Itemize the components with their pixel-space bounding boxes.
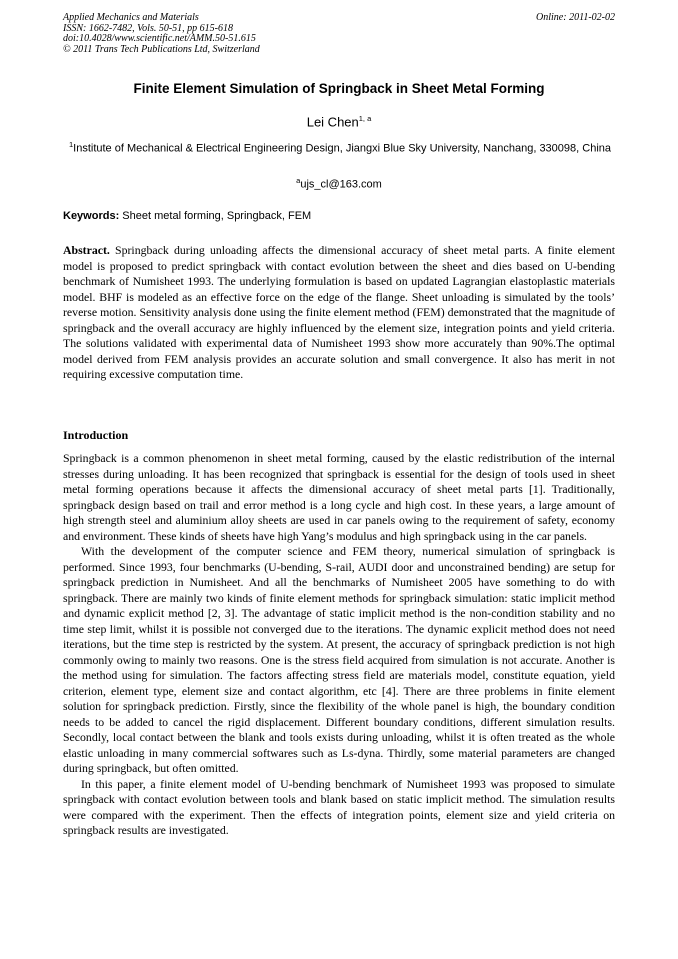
paragraph: Springback is a common phenomenon in sheet metal forming, caused by the elastic redistribution of the internal stresses during unloading. It has been recognized that springback is essential for the design of tools used in sheet metal forming operations because it affects the dimensional accuracy of sheet metal parts [1]. Traditionally, springback design based on trail and error method is a long cycle and high cost. In these years, a large amount of high strength steel and aluminium alloy sheets are used in car panels owing to the requirement of safety, economy and environment. These kinds of sheets have high Yang’s modulus and high springback using in the car panels. (63, 451, 615, 543)
copyright-line: © 2011 Trans Tech Publications Ltd, Switzerland (63, 43, 260, 55)
paragraph: In this paper, a finite element model of U-bending benchmark of Numisheet 1993 was proposed to simulate springback with contact evolution between tools and blank based on static implicit method. The simulation results were compared with the experiment. Then the effects of integration points, element size and yield criteria on springback results are investigated. (63, 776, 615, 837)
paper-title: Finite Element Simulation of Springback in Sheet Metal Forming (133, 81, 545, 96)
introduction-body (63, 451, 615, 839)
affiliation-text: Institute of Mechanical & Electrical Engineering Design, Jiangxi Blue Sky University, Nanchang, 330098, China (73, 142, 612, 155)
keywords-text: Sheet metal forming, Springback, FEM (119, 210, 312, 222)
author-superscript: 1, a (358, 114, 372, 123)
email-line (0, 176, 678, 191)
journal-name: Applied Mechanics and Materials (63, 12, 199, 23)
section-heading-introduction: Introduction (63, 428, 129, 442)
doi-link[interactable]: doi:10.4028/www.scientific.net/AMM.50-51.615 (63, 33, 256, 44)
affiliation-superscript: 1 (68, 140, 74, 149)
journal-header (63, 13, 615, 55)
abstract (63, 243, 615, 383)
email-superscript: a (296, 176, 301, 185)
keywords (63, 210, 615, 222)
abstract-text: Springback during unloading affects the dimensional accuracy of sheet metal parts. A finite element model is proposed to predict springback with contact evolution between the sheet and dies based on U-bending benchmark of Numisheet 1993. The underlying formulation is based on updated Lagrangian elastoplastic materials model. BHF is modeled as an effective force on the edge of the flange. Sheet unloading is simulated by the tools’ reverse motion. Sensitivity analysis done using the finite element method (FEM) demonstrated that the magnitude of springback and the overall accuracy are highly influenced by the element size, integration points and yield criteria. The solutions validated with experimental data of Numisheet 1993 show more accurately than 90%.The optimal model derived from FEM analysis provides an accurate solution and small convergence. It also has merit in not requiring excessive computation time. (63, 243, 615, 381)
keywords-label: Keywords: (63, 210, 120, 222)
author-name: Lei Chen (306, 114, 359, 130)
paragraph: With the development of the computer science and FEM theory, numerical simulation of springback is performed. Since 1993, four benchmarks (U-bending, S-rail, AUDI door and unconstrained bending) are setup for springback prediction in Numisheet. And all the benchmarks of Numisheet 2005 have something to do with springback. There are mainly two kinds of finite element methods for springback simulation: static implicit method and dynamic explicit method [2, 3]. The advantage of static implicit method is the non-condition stability and no time step limit, whilst it is possible not converged due to the iterations. The dynamic explicit method does not need iterations, but the time step is restricted by the system. At present, the accuracy of springback prediction is not high commonly owing to mainly two reasons. One is the stress field acquired from simulation is not accurate. Another is the method using for simulation. The factors affecting stress field are materials model, constitute equation, yield criterion, element type, element size and contact algorithm, etc [4]. There are three problems in finite element solution for springback prediction. Firstly, since the flexibility of the whole panel is high, the boundary condition needs to be added to cancel the rigid displacement. Different boundary conditions, different simulation results. Secondly, local contact between the blank and tools exists during unloading, whilst it is often treated as the whole elastic unloading in many commercial softwares such as Ls-dyna. Thirdly, some material parameters are changed during springback, but often omitted. (63, 544, 615, 775)
email-address[interactable]: ujs_cl@163.com (300, 178, 382, 191)
affiliation (66, 138, 614, 156)
online-date: Online: 2011-02-02 (536, 12, 615, 23)
author-line (0, 114, 678, 129)
abstract-label: Abstract. (63, 243, 110, 257)
issn-line: ISSN: 1662-7482, Vols. 50-51, pp 615-618 (63, 22, 233, 34)
